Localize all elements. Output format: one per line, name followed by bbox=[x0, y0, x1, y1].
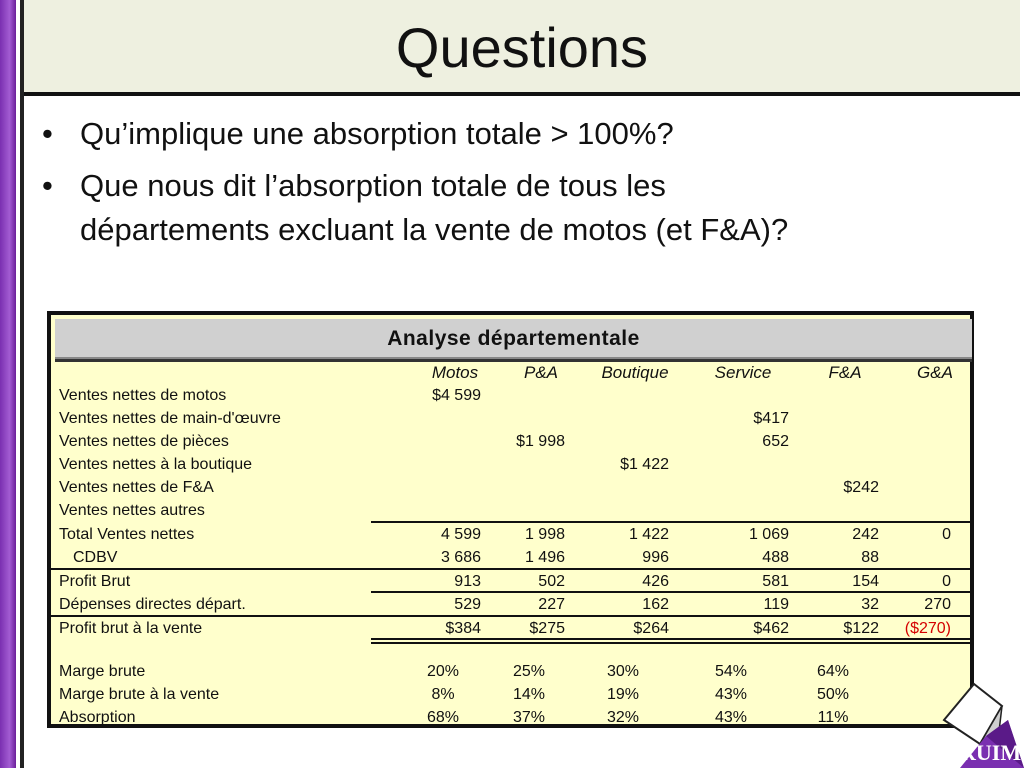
table-row bbox=[51, 384, 970, 407]
table-cell: 162 bbox=[642, 596, 669, 613]
row-label: Total Ventes nettes bbox=[59, 526, 195, 543]
column-header: F&A bbox=[828, 363, 862, 382]
table-cell: $1 998 bbox=[516, 433, 565, 450]
table-cell: 652 bbox=[762, 433, 789, 450]
slide-left-divider bbox=[20, 0, 24, 768]
table-cell: $264 bbox=[633, 620, 669, 637]
table-rule bbox=[371, 638, 970, 640]
table-row bbox=[51, 706, 970, 729]
table-cell: 50% bbox=[816, 686, 850, 703]
table-cell: 581 bbox=[762, 573, 789, 590]
table-cell: 20% bbox=[426, 663, 460, 680]
column-header: G&A bbox=[917, 363, 953, 382]
table-cell: 119 bbox=[763, 596, 789, 613]
row-label: Ventes nettes de main-d'œuvre bbox=[59, 410, 281, 427]
table-cell: 913 bbox=[454, 573, 481, 590]
table-cell: 1 069 bbox=[748, 526, 789, 543]
table-rule bbox=[51, 568, 970, 570]
column-header: Boutique bbox=[601, 363, 669, 382]
table-cell: 14% bbox=[512, 686, 546, 703]
row-label: Ventes nettes de pièces bbox=[59, 433, 229, 450]
logo-text: RUIM bbox=[960, 740, 1022, 765]
table-cell: 227 bbox=[538, 596, 565, 613]
table-cell: 25% bbox=[512, 663, 546, 680]
table-cell: 1 998 bbox=[524, 526, 565, 543]
table-row bbox=[51, 660, 970, 683]
row-label: Dépenses directes départ. bbox=[59, 596, 246, 613]
table-title: Analyse départementale bbox=[387, 327, 640, 350]
table-header-band bbox=[55, 319, 972, 362]
table-cell: 242 bbox=[852, 526, 879, 543]
table-rule bbox=[371, 591, 970, 593]
table-cell: 502 bbox=[538, 573, 565, 590]
table-cell: 32% bbox=[606, 709, 640, 726]
row-label: Ventes nettes de motos bbox=[59, 387, 227, 404]
table-row bbox=[51, 523, 970, 546]
table-cell: 1 422 bbox=[628, 526, 669, 543]
table-row bbox=[51, 683, 970, 706]
table-cell: 1 496 bbox=[524, 549, 565, 566]
table-cell: 996 bbox=[642, 549, 669, 566]
table-cell: 32 bbox=[861, 596, 879, 613]
table-row bbox=[51, 476, 970, 499]
table-cell: $242 bbox=[843, 479, 879, 496]
table-row bbox=[51, 499, 970, 522]
table-cell: 11% bbox=[817, 709, 849, 726]
table-row bbox=[51, 617, 970, 640]
ruim-logo bbox=[940, 680, 1024, 768]
table-cell: ($270) bbox=[904, 620, 951, 637]
table-cell: 64% bbox=[816, 663, 850, 680]
table-cell: 19% bbox=[606, 686, 640, 703]
table-cell: 426 bbox=[642, 573, 669, 590]
table-row bbox=[51, 407, 970, 430]
table-cell: 37% bbox=[512, 709, 546, 726]
row-label: Marge brute à la vente bbox=[59, 686, 220, 703]
table-cell: 0 bbox=[942, 573, 951, 590]
table-cell: 8% bbox=[431, 686, 455, 703]
table-row bbox=[51, 453, 970, 476]
table-cell: 0 bbox=[942, 526, 951, 543]
table-cell: 154 bbox=[852, 573, 879, 590]
table-cell: 4 599 bbox=[440, 526, 481, 543]
table-cell: $417 bbox=[753, 410, 789, 427]
table-cell: $275 bbox=[529, 620, 565, 637]
row-label: Profit brut à la vente bbox=[59, 620, 203, 637]
table-cell: 43% bbox=[714, 686, 748, 703]
table-cell: 43% bbox=[714, 709, 748, 726]
column-header: P&A bbox=[523, 363, 559, 382]
table-rule bbox=[371, 642, 970, 644]
row-label: Absorption bbox=[59, 709, 136, 726]
table-cell: 68% bbox=[426, 709, 460, 726]
table-cell: $1 422 bbox=[620, 456, 669, 473]
table-cell: $4 599 bbox=[432, 387, 481, 404]
table-cell: 529 bbox=[454, 596, 481, 613]
table-cell: $122 bbox=[843, 620, 879, 637]
table-rule bbox=[51, 615, 970, 617]
table-cell: 3 686 bbox=[440, 549, 481, 566]
row-label: Ventes nettes autres bbox=[59, 502, 205, 519]
table-row bbox=[51, 570, 970, 593]
table-cell: 54% bbox=[714, 663, 748, 680]
departmental-analysis-table bbox=[47, 311, 974, 728]
bullet-item: • Que nous dit l’absorption totale de tous les départements excluant la vente de motos (et F&A)? bbox=[40, 164, 840, 252]
table-cell: 30% bbox=[606, 663, 640, 680]
table-cell: 270 bbox=[924, 596, 951, 613]
table-rule bbox=[371, 521, 970, 523]
table-row bbox=[51, 430, 970, 453]
table-row bbox=[51, 593, 970, 616]
table-cell: 88 bbox=[861, 549, 879, 566]
row-label: Profit Brut bbox=[59, 573, 131, 590]
row-label: Ventes nettes de F&A bbox=[59, 479, 214, 496]
column-header: Motos bbox=[431, 363, 479, 382]
table-cell: $384 bbox=[445, 620, 481, 637]
slide-title: Questions bbox=[395, 16, 649, 79]
row-label: CDBV bbox=[73, 549, 118, 566]
column-header: Service bbox=[714, 363, 772, 382]
table-cell: $462 bbox=[753, 620, 789, 637]
table-row bbox=[51, 546, 970, 569]
slide-left-accent-bar bbox=[0, 0, 16, 768]
table-cell: 488 bbox=[762, 549, 789, 566]
row-label: Ventes nettes à la boutique bbox=[59, 456, 253, 473]
row-label: Marge brute bbox=[59, 663, 146, 680]
bullet-item: • Qu’implique une absorption totale > 100%? bbox=[40, 112, 860, 156]
bullet-list bbox=[40, 112, 860, 260]
